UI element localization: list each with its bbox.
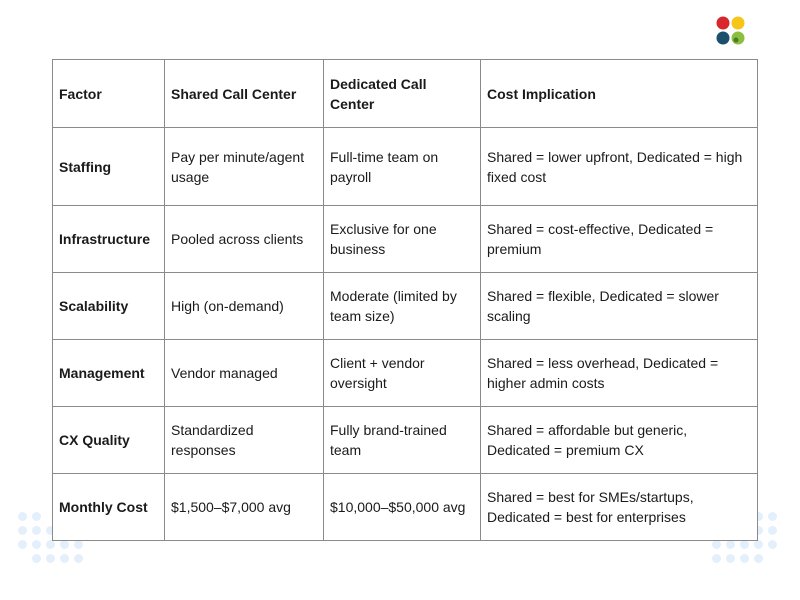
pattern-dot [726,540,735,549]
row-shared-cell: Pay per minute/agent usage [165,128,324,206]
pattern-dot [740,554,749,563]
table-row-management [53,340,758,407]
row-shared-cell: $1,500–$7,000 avg [165,474,324,541]
row-factor-cell: Management [53,340,165,407]
row-shared-cell: High (on-demand) [165,273,324,340]
row-factor-cell: Scalability [53,273,165,340]
row-factor-cell: Infrastructure [53,206,165,273]
pattern-dot [46,540,55,549]
table-row-monthly-cost [53,474,758,541]
row-dedicated-cell: Fully brand-trained team [324,407,481,474]
pattern-dot [754,554,763,563]
row-factor-cell: CX Quality [53,407,165,474]
pattern-dot [60,540,69,549]
pattern-dot [32,526,41,535]
row-factor-cell: Monthly Cost [53,474,165,541]
row-cost-cell: Shared = less overhead, Dedicated = higher admin costs [481,340,758,407]
header-cost-implication: Cost Implication [481,60,758,128]
comparison-table [52,59,758,541]
brand-logo-icon [715,15,747,47]
table-row-staffing [53,128,758,206]
table-row-scalability [53,273,758,340]
row-dedicated-cell: Exclusive for one business [324,206,481,273]
pattern-dot [74,554,83,563]
pattern-dot [768,540,777,549]
pattern-dot [18,512,27,521]
row-dedicated-cell: Moderate (limited by team size) [324,273,481,340]
pattern-dot [754,540,763,549]
pattern-dot [740,540,749,549]
row-factor-cell: Staffing [53,128,165,206]
row-cost-cell: Shared = flexible, Dedicated = slower scaling [481,273,758,340]
pattern-dot [768,512,777,521]
row-shared-cell: Vendor managed [165,340,324,407]
header-dedicated-call-center: Dedicated Call Center [324,60,481,128]
row-cost-cell: Shared = affordable but generic, Dedicated = premium CX [481,407,758,474]
pattern-dot [18,526,27,535]
pattern-dot [32,540,41,549]
header-shared-call-center: Shared Call Center [165,60,324,128]
pattern-dot [74,540,83,549]
header-factor: Factor [53,60,165,128]
row-dedicated-cell: Full-time team on payroll [324,128,481,206]
table-row-infrastructure [53,206,758,273]
row-cost-cell: Shared = lower upfront, Dedicated = high fixed cost [481,128,758,206]
row-shared-cell: Pooled across clients [165,206,324,273]
pattern-dot [18,540,27,549]
pattern-dot [60,554,69,563]
pattern-dot [726,554,735,563]
row-cost-cell: Shared = cost-effective, Dedicated = premium [481,206,758,273]
row-cost-cell: Shared = best for SMEs/startups, Dedicated = best for enterprises [481,474,758,541]
row-dedicated-cell: $10,000–$50,000 avg [324,474,481,541]
pattern-dot [32,554,41,563]
pattern-dot [712,540,721,549]
pattern-dot [46,554,55,563]
pattern-dot [712,554,721,563]
pattern-dot [32,512,41,521]
table-header-row [53,60,758,128]
row-shared-cell: Standardized responses [165,407,324,474]
pattern-dot [768,526,777,535]
table-row-cx-quality [53,407,758,474]
row-dedicated-cell: Client + vendor oversight [324,340,481,407]
